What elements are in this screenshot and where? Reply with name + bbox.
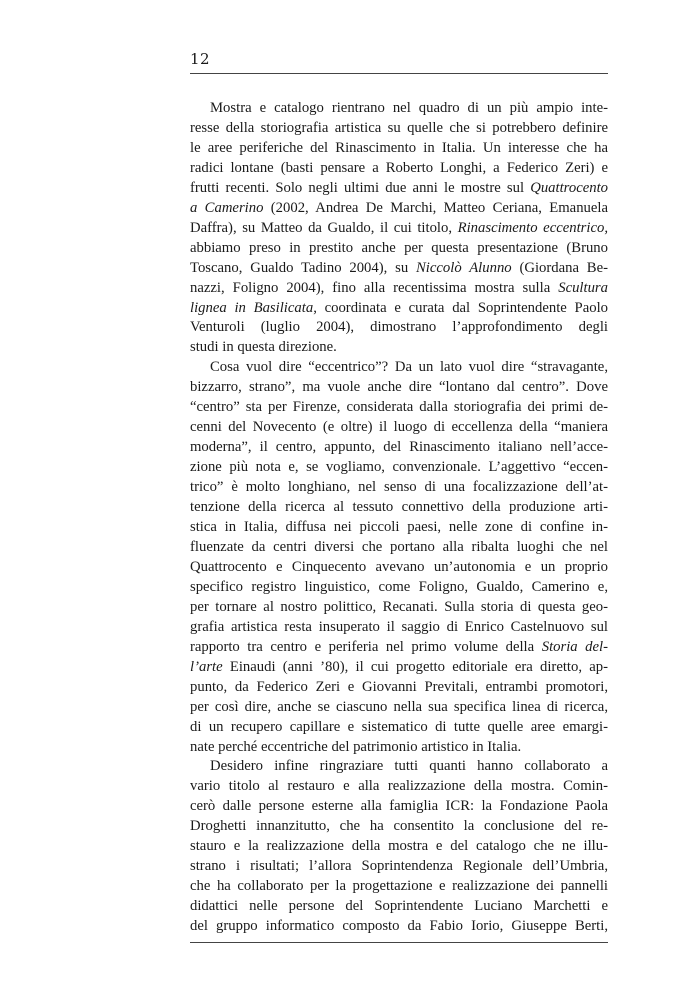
text-line [190, 338, 608, 358]
text-line [190, 877, 608, 897]
text-run: per tornare al nostro polittico, Recanati. Sulla storia di questa geo- [190, 598, 608, 615]
text-line [190, 139, 608, 159]
text-run: Daffra), su Matteo da Gualdo, il cui titolo, [190, 219, 458, 236]
text-run: strano i risultati; l’allora Soprintendenza Regionale dell’Umbria, [190, 858, 608, 875]
text-line [190, 658, 608, 678]
text-run: stica in Italia, diffusa nei piccoli paesi, nelle zone di confine in- [190, 519, 608, 536]
italic-run: lignea in Basilicata [190, 299, 314, 316]
text-run: Toscano, Gualdo Tadino 2004), su [190, 259, 416, 276]
text-run: abbiamo preso in prestito anche per questa presentazione (Bruno [190, 239, 608, 256]
text-line [190, 99, 608, 119]
text-run: tenzione della ricerca al tessuto connettivo della produzione arti- [190, 499, 608, 516]
text-run: di un recupero capillare e sistematico di tutte quelle aree emargi- [190, 718, 608, 735]
text-line [190, 837, 608, 857]
text-run: resse della storiografia artistica su quelle che si potrebbero definire [190, 119, 608, 136]
text-run: frutti recenti. Solo negli ultimi due anni le mostre sul [190, 179, 531, 196]
text-line [190, 797, 608, 817]
text-line [190, 279, 608, 299]
text-run: vario titolo al restauro e alla realizzazione della mostra. Comin- [190, 778, 608, 795]
text-run: zione più nota e, se vogliamo, convenzionale. L’aggettivo “eccen- [190, 459, 608, 476]
italic-run: Rinascimento eccentrico, [457, 219, 609, 236]
text-line [190, 498, 608, 518]
page-number: 12 [190, 50, 211, 68]
text-run: del gruppo informatico composto da Fabio Iorio, Giuseppe Berti, [190, 918, 608, 935]
footer-rule [190, 942, 608, 943]
text-run: trico” è molto longhiano, nel senso di una focalizzazione dell’at- [190, 479, 608, 496]
text-run: Einaudi (anni ’80), il cui progetto editoriale era diretto, ap- [222, 658, 608, 675]
text-run: (Giordana Be- [511, 259, 608, 276]
italic-run: Scultura [558, 279, 608, 296]
text-line [190, 418, 608, 438]
text-run: che ha collaborato per la progettazione e realizzazione dei pannelli [190, 878, 608, 895]
text-line [190, 179, 608, 199]
text-run: fluenzate da centri diversi che portano alla ribalta luoghi che nel [190, 538, 608, 555]
text-line [190, 897, 608, 917]
text-line [190, 738, 608, 758]
paragraph [190, 358, 608, 757]
text-run: specifico registro linguistico, come Foligno, Gualdo, Camerino e, [190, 578, 608, 595]
text-line [190, 538, 608, 558]
text-run: , coordinata e curata dal Soprintendente Paolo [313, 299, 608, 316]
text-line [190, 438, 608, 458]
text-line [190, 219, 608, 239]
text-line [190, 318, 608, 338]
text-run: per così dire, anche se ciascuno nella sua specifica linea di ricerca, [190, 698, 608, 715]
text-line [190, 857, 608, 877]
text-line [190, 259, 608, 279]
text-run: moderna”, il centro, appunto, del Rinascimento italiano nell’acce- [190, 439, 608, 456]
text-line [190, 678, 608, 698]
text-line [190, 598, 608, 618]
italic-run: Niccolò Alunno [415, 259, 512, 276]
text-run: Droghetti innanzitutto, che ha consentito la conclusione del re- [190, 818, 608, 835]
text-run: cerò dalle persone esterne alla famiglia ICR: la Fondazione Paola [190, 798, 608, 815]
text-line [190, 618, 608, 638]
text-run: Mostra e catalogo rientrano nel quadro di un più ampio inte- [210, 100, 608, 116]
text-run: “centro” sta per Firenze, considerata dalla storiografia dei primi de- [190, 399, 608, 416]
text-run: radici lontane (basti pensare a Roberto Longhi, a Federico Zeri) e [190, 159, 608, 176]
text-line [190, 718, 608, 738]
text-run: cenni del Novecento (e oltre) il luogo di eccellenza della “maniera [190, 419, 608, 436]
text-run: rapporto tra centro e periferia nel primo volume della [190, 638, 542, 655]
text-run: nazzi, Foligno 2004), fino alla recentissima mostra sulla [190, 279, 559, 296]
text-line [190, 199, 608, 219]
header-rule [190, 73, 608, 74]
text-line [190, 757, 608, 777]
text-line [190, 458, 608, 478]
text-run: nate perché eccentriche del patrimonio artistico in Italia. [190, 738, 522, 755]
text-line [190, 159, 608, 179]
text-line [190, 698, 608, 718]
text-line [190, 638, 608, 658]
body-text [190, 99, 608, 937]
text-line [190, 558, 608, 578]
text-line [190, 358, 608, 378]
text-line [190, 578, 608, 598]
text-line [190, 478, 608, 498]
text-run: Venturoli (luglio 2004), dimostrano l’approfondimento degli [190, 319, 608, 336]
text-run: Desidero infine ringraziare tutti quanti hanno collaborato a [210, 758, 608, 775]
text-line [190, 917, 608, 937]
text-line [190, 119, 608, 139]
text-run: Quattrocento e Cinquecento avevano un’autonomia e un proprio [190, 558, 608, 575]
text-line [190, 239, 608, 259]
italic-run: Quattrocento [530, 179, 608, 196]
text-line [190, 777, 608, 797]
text-run: studi in questa direzione. [190, 339, 337, 356]
text-run: Cosa vuol dire “eccentrico”? Da un lato vuol dire “stravagante, [210, 359, 608, 376]
text-line [190, 378, 608, 398]
text-run: grafia artistica resta insuperato il saggio di Enrico Castelnuovo sul [190, 618, 608, 635]
italic-run: l’arte [190, 658, 223, 675]
text-run: stauro e la realizzazione della mostra e del catalogo che ne illu- [190, 838, 608, 855]
text-line [190, 817, 608, 837]
text-line [190, 299, 608, 319]
text-line [190, 398, 608, 418]
text-run: (2002, Andrea De Marchi, Matteo Ceriana, Emanuela [263, 199, 609, 216]
italic-run: Storia del- [541, 638, 609, 655]
text-line [190, 518, 608, 538]
text-run: didattici nelle persone del Soprintendente Luciano Marchetti e [190, 898, 608, 915]
paragraph [190, 99, 608, 358]
text-run: le aree periferiche del Rinascimento in Italia. Un interesse che ha [190, 139, 608, 156]
text-run: bizzarro, strano”, ma vuole anche dire “lontano dal centro”. Dove [190, 379, 608, 396]
text-run: punto, da Federico Zeri e Giovanni Previtali, entrambi promotori, [190, 678, 608, 695]
italic-run: a Camerino [190, 199, 264, 216]
paragraph [190, 757, 608, 937]
